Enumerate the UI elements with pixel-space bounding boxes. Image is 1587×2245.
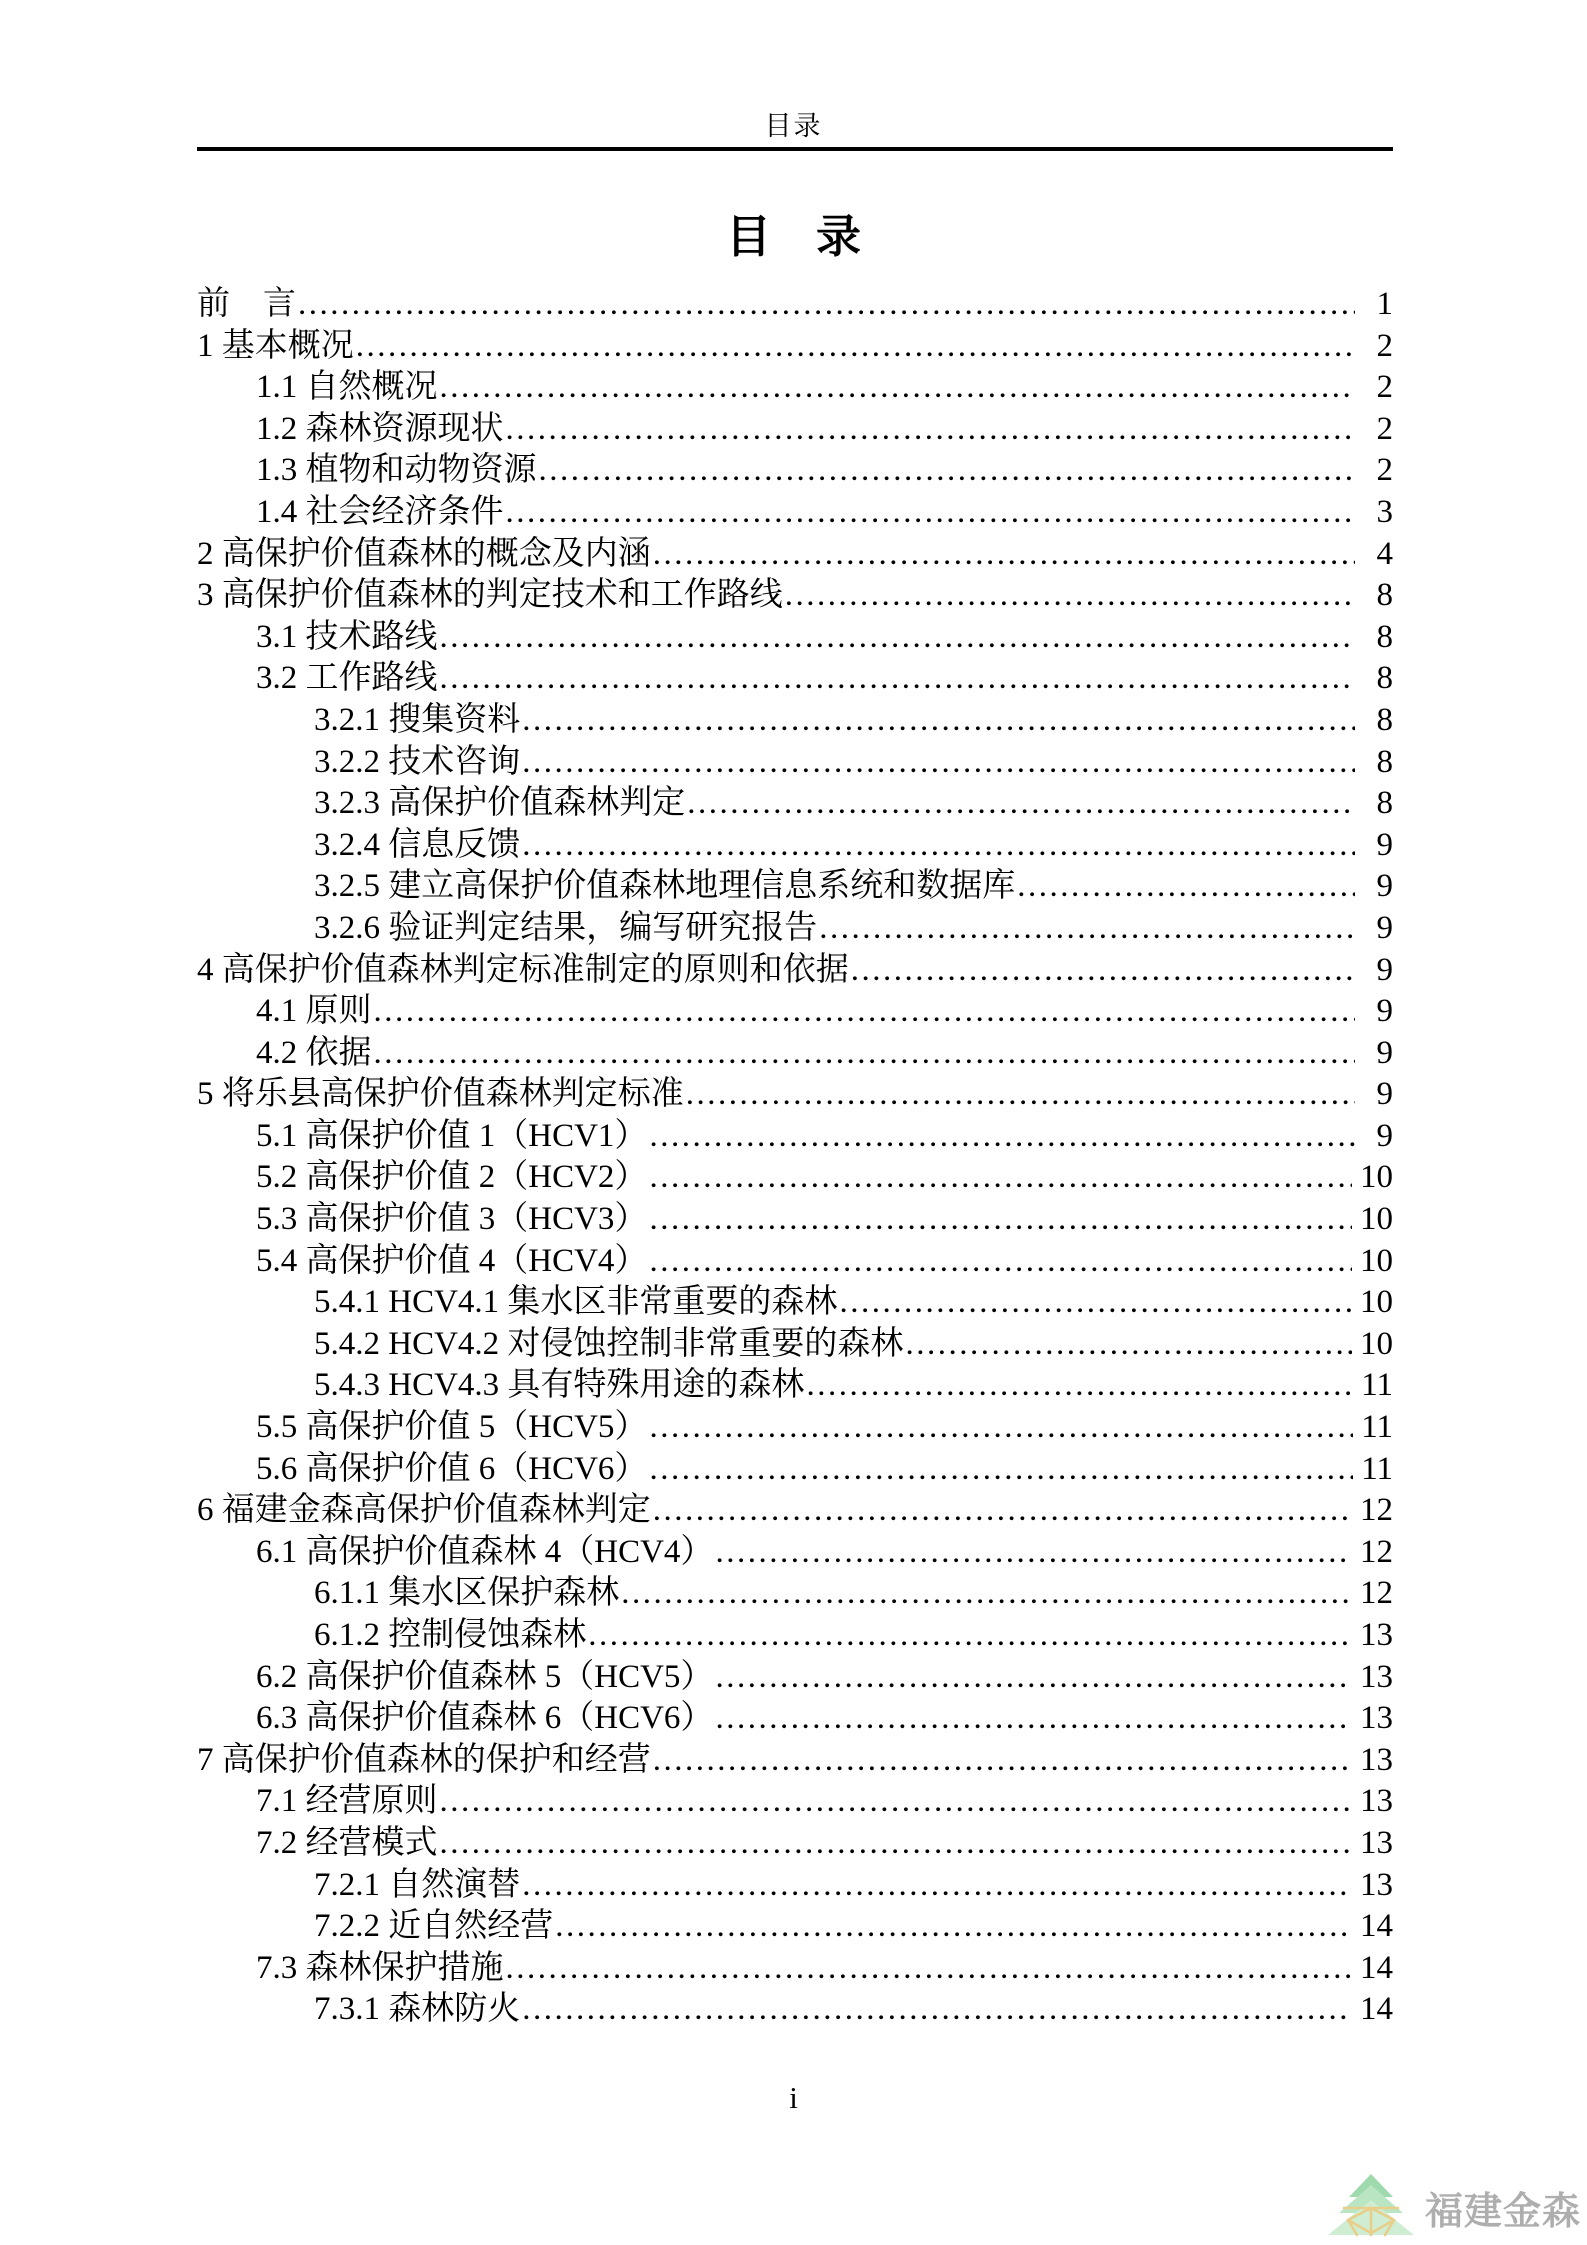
toc-entry-label: 5.4.3 HCV4.3 具有特殊用途的森林 — [314, 1367, 805, 1404]
toc-leader-dots — [522, 1989, 1352, 2031]
toc-entry[interactable] — [197, 1490, 1393, 1532]
toc-page-number: 8 — [1376, 577, 1393, 614]
toc-entry-label: 3.2.1 搜集资料 — [314, 701, 521, 738]
toc-entry-label: 7.3 森林保护措施 — [256, 1949, 504, 1986]
toc-entry[interactable] — [197, 326, 1393, 368]
toc-entry[interactable] — [197, 617, 1393, 659]
toc-page-number: 9 — [1376, 868, 1393, 905]
toc-entry-label: 6 福建金森高保护价值森林判定 — [197, 1492, 651, 1529]
toc-entry[interactable] — [197, 950, 1393, 992]
toc-leader-dots — [649, 1116, 1355, 1158]
toc-leader-dots — [905, 1324, 1352, 1366]
toc-page-number: 13 — [1360, 1866, 1393, 1903]
toc-page-number: 13 — [1360, 1658, 1393, 1695]
toc-entry-label: 3 高保护价值森林的判定技术和工作路线 — [197, 577, 783, 614]
toc-page-number: 8 — [1376, 618, 1393, 655]
toc-leader-dots — [440, 367, 1356, 409]
toc-leader-dots — [522, 742, 1355, 784]
toc-page-number: 10 — [1360, 1242, 1393, 1279]
toc-entry[interactable] — [197, 866, 1393, 908]
toc-entry-label: 5.4.2 HCV4.2 对侵蚀控制非常重要的森林 — [314, 1325, 904, 1362]
toc-entry-label: 7.2.2 近自然经营 — [314, 1908, 554, 1945]
header-rule — [197, 147, 1393, 151]
toc-leader-dots — [715, 1698, 1352, 1740]
toc-page-number: 9 — [1376, 1117, 1393, 1154]
toc-page-number: 14 — [1360, 1991, 1393, 2028]
toc-entry-label: 6.1 高保护价值森林 4（HCV4） — [256, 1533, 714, 1570]
toc-leader-dots — [715, 1532, 1352, 1574]
toc-leader-dots — [715, 1657, 1352, 1699]
toc-leader-dots — [686, 1074, 1355, 1116]
toc-entry-label: 1.2 森林资源现状 — [256, 410, 504, 447]
toc-entry[interactable] — [197, 1740, 1393, 1782]
toc-leader-dots — [440, 1781, 1353, 1823]
toc-entry[interactable] — [197, 1074, 1393, 1116]
toc-entry[interactable] — [197, 1199, 1393, 1241]
toc-page-number: 10 — [1360, 1159, 1393, 1196]
toc-page-number: 13 — [1360, 1617, 1393, 1653]
toc-page-number: 11 — [1361, 1367, 1393, 1404]
toc-entry-label: 3.2.6 验证判定结果，编写研究报告 — [314, 909, 818, 946]
toc-entry[interactable] — [197, 1532, 1393, 1574]
toc-page-number: 9 — [1376, 1076, 1393, 1113]
toc-page-number: 9 — [1376, 993, 1393, 1030]
toc-entry-label: 5.3 高保护价值 3（HCV3） — [256, 1201, 648, 1238]
toc-leader-dots — [440, 1823, 1353, 1865]
toc-leader-dots — [440, 617, 1356, 659]
toc-entry[interactable] — [197, 991, 1393, 1033]
toc-page-number: 10 — [1360, 1325, 1393, 1362]
toc-entry[interactable] — [197, 1365, 1393, 1407]
toc-page-number: 14 — [1360, 1908, 1393, 1945]
toc-entry-label: 5.1 高保护价值 1（HCV1） — [256, 1117, 648, 1154]
toc-entry-label: 5.6 高保护价值 6（HCV6） — [256, 1450, 648, 1487]
toc-leader-dots — [522, 1865, 1352, 1907]
toc-leader-dots — [1017, 866, 1355, 908]
toc-entry-label: 5.4 高保护价值 4（HCV4） — [256, 1242, 648, 1279]
toc-entry[interactable] — [197, 658, 1393, 700]
toc-entry[interactable] — [197, 492, 1393, 534]
toc-page-number: 3 — [1376, 493, 1393, 530]
toc-leader-dots — [785, 575, 1355, 617]
toc-page-number: 9 — [1376, 951, 1393, 988]
toc-leader-dots — [839, 1282, 1352, 1324]
toc-page-number: 10 — [1360, 1284, 1393, 1321]
toc-leader-dots — [621, 1573, 1352, 1615]
toc-page-number: 12 — [1360, 1533, 1393, 1570]
toc-page-number: 13 — [1360, 1700, 1393, 1737]
toc-leader-dots — [440, 658, 1356, 700]
toc-entry-label: 7.2 经营模式 — [256, 1824, 438, 1861]
toc-entry[interactable] — [197, 1157, 1393, 1199]
toc-entry[interactable] — [197, 409, 1393, 451]
toc-entry[interactable] — [197, 1615, 1393, 1657]
toc-page-number: 12 — [1360, 1575, 1393, 1612]
toc-leader-dots — [649, 1407, 1353, 1449]
footer-page-number: i — [789, 2080, 798, 2115]
toc-page-number: 13 — [1360, 1824, 1393, 1861]
toc-entry[interactable] — [197, 1865, 1393, 1907]
toc-leader-dots — [649, 1449, 1353, 1491]
toc-leader-dots — [506, 409, 1356, 451]
toc-entry[interactable] — [197, 1948, 1393, 1990]
toc-entry-label: 7.2.1 自然演替 — [314, 1866, 521, 1903]
toc-leader-dots — [806, 1365, 1353, 1407]
toc-entry-label: 1 基本概况 — [197, 327, 354, 364]
toc-leader-dots — [506, 492, 1356, 534]
toc-page-number: 8 — [1376, 660, 1393, 697]
toc-page-number: 11 — [1361, 1409, 1393, 1446]
toc-page-number: 2 — [1376, 410, 1393, 447]
toc-entry-label: 7 高保护价值森林的保护和经营 — [197, 1741, 651, 1778]
toc-page-number: 10 — [1360, 1201, 1393, 1238]
toc-leader-dots — [374, 1033, 1356, 1075]
toc-page-number: 2 — [1376, 452, 1393, 489]
toc-leader-dots — [522, 825, 1355, 867]
toc-leader-dots — [374, 991, 1356, 1033]
table-of-contents — [197, 284, 1393, 2031]
toc-leader-dots — [506, 1948, 1353, 1990]
toc-entry-label: 前 言 — [197, 286, 296, 322]
toc-page-number: 9 — [1376, 909, 1393, 946]
toc-entry-label: 7.3.1 森林防火 — [314, 1991, 521, 2028]
toc-page-number: 13 — [1360, 1783, 1393, 1820]
toc-page-number: 12 — [1360, 1492, 1393, 1529]
toc-page-number: 14 — [1360, 1949, 1393, 1986]
toc-leader-dots — [649, 1199, 1352, 1241]
toc-page-number: 11 — [1361, 1450, 1393, 1487]
toc-leader-dots — [819, 908, 1355, 950]
toc-entry[interactable] — [197, 1407, 1393, 1449]
toc-entry[interactable] — [197, 450, 1393, 492]
toc-entry[interactable] — [197, 1324, 1393, 1366]
toc-leader-dots — [555, 1906, 1352, 1948]
toc-page-number: 2 — [1376, 327, 1393, 364]
toc-entry-label: 4 高保护价值森林判定标准制定的原则和依据 — [197, 951, 849, 988]
company-logo — [1327, 2173, 1581, 2237]
toc-entry-label: 5.2 高保护价值 2（HCV2） — [256, 1159, 648, 1196]
running-header-title: 目录 — [764, 111, 823, 141]
toc-entry[interactable] — [197, 575, 1393, 617]
toc-entry-label: 4.2 依据 — [256, 1034, 372, 1071]
toc-entry-label: 5.5 高保护价值 5（HCV5） — [256, 1409, 648, 1446]
toc-leader-dots — [298, 284, 1355, 326]
toc-page-number: 9 — [1376, 1034, 1393, 1071]
toc-leader-dots — [653, 1490, 1352, 1532]
toc-leader-dots — [649, 1157, 1352, 1199]
toc-entry-label: 3.2.3 高保护价值森林判定 — [314, 785, 686, 822]
toc-entry[interactable] — [197, 284, 1393, 326]
company-logo-text: 福建金森 — [1424, 2190, 1581, 2233]
page-title: 目 录 — [725, 212, 861, 262]
toc-page-number: 4 — [1376, 535, 1393, 572]
toc-entry-label: 1.3 植物和动物资源 — [256, 452, 537, 489]
toc-entry-label: 7.1 经营原则 — [256, 1783, 438, 1820]
toc-leader-dots — [649, 1241, 1352, 1283]
toc-leader-dots — [522, 700, 1355, 742]
toc-entry[interactable] — [197, 1573, 1393, 1615]
toc-entry[interactable] — [197, 1657, 1393, 1699]
toc-entry[interactable] — [197, 534, 1393, 576]
toc-entry-label: 6.1.1 集水区保护森林 — [314, 1575, 620, 1612]
toc-entry-label: 2 高保护价值森林的概念及内涵 — [197, 535, 651, 572]
toc-entry-label: 4.1 原则 — [256, 993, 372, 1030]
toc-entry-label: 6.3 高保护价值森林 6（HCV6） — [256, 1700, 714, 1737]
toc-entry[interactable] — [197, 825, 1393, 867]
toc-entry-label: 3.1 技术路线 — [256, 618, 438, 655]
toc-entry-label: 1.4 社会经济条件 — [256, 493, 504, 530]
toc-entry[interactable] — [197, 783, 1393, 825]
toc-entry[interactable] — [197, 1282, 1393, 1324]
toc-entry[interactable] — [197, 367, 1393, 409]
toc-page-number: 9 — [1376, 826, 1393, 863]
toc-entry[interactable] — [197, 1781, 1393, 1823]
toc-entry[interactable] — [197, 1033, 1393, 1075]
toc-entry-label: 6.2 高保护价值森林 5（HCV5） — [256, 1658, 714, 1695]
toc-leader-dots — [687, 783, 1355, 825]
toc-leader-dots — [653, 534, 1355, 576]
toc-entry-label: 6.1.2 控制侵蚀森林 — [314, 1617, 587, 1653]
toc-entry[interactable] — [197, 1241, 1393, 1283]
toc-entry[interactable] — [197, 700, 1393, 742]
toc-page-number: 1 — [1376, 286, 1393, 322]
toc-entry-label: 3.2.4 信息反馈 — [314, 826, 521, 863]
toc-leader-dots — [851, 950, 1355, 992]
toc-page-number: 13 — [1360, 1741, 1393, 1778]
toc-entry[interactable] — [197, 1989, 1393, 2031]
toc-leader-dots — [539, 450, 1356, 492]
toc-entry[interactable] — [197, 1906, 1393, 1948]
toc-entry[interactable] — [197, 1823, 1393, 1865]
toc-page-number: 8 — [1376, 785, 1393, 822]
toc-entry-label: 1.1 自然概况 — [256, 369, 438, 406]
toc-entry[interactable] — [197, 742, 1393, 784]
toc-entry-label: 5 将乐县高保护价值森林判定标准 — [197, 1076, 684, 1113]
toc-entry-label: 3.2.5 建立高保护价值森林地理信息系统和数据库 — [314, 868, 1016, 905]
toc-entry[interactable] — [197, 1116, 1393, 1158]
toc-entry-label: 3.2.2 技术咨询 — [314, 743, 521, 780]
toc-leader-dots — [356, 326, 1355, 368]
toc-entry-label: 5.4.1 HCV4.1 集水区非常重要的森林 — [314, 1284, 838, 1321]
toc-leader-dots — [653, 1740, 1352, 1782]
toc-entry-label: 3.2 工作路线 — [256, 660, 438, 697]
toc-page-number: 2 — [1376, 369, 1393, 406]
toc-page-number: 8 — [1376, 743, 1393, 780]
toc-leader-dots — [588, 1615, 1352, 1657]
pine-tree-icon — [1327, 2173, 1415, 2237]
toc-entry[interactable] — [197, 1449, 1393, 1491]
toc-page-number: 8 — [1376, 701, 1393, 738]
running-header — [0, 104, 1587, 143]
toc-entry[interactable] — [197, 908, 1393, 950]
toc-entry[interactable] — [197, 1698, 1393, 1740]
